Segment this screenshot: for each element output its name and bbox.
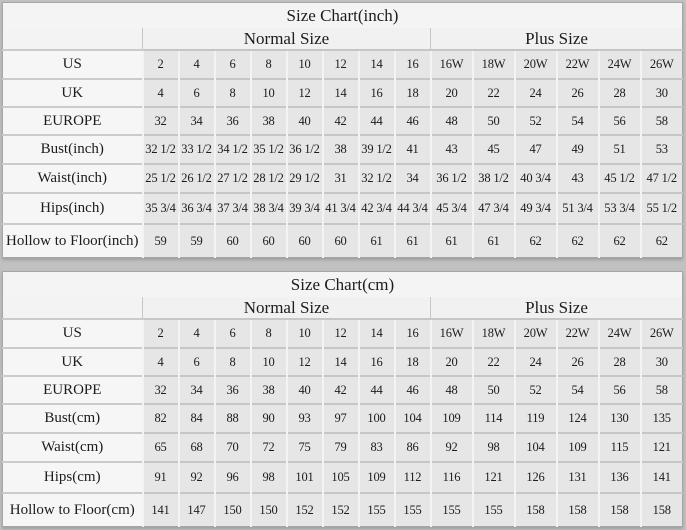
size-cell: 26W <box>641 319 683 348</box>
size-cell: 48 <box>431 107 473 135</box>
size-cell: 109 <box>431 404 473 433</box>
size-cell: 44 3/4 <box>395 193 431 224</box>
table-row <box>3 107 683 135</box>
size-cell: 98 <box>473 433 515 462</box>
size-cell: 14 <box>323 79 359 107</box>
corner-cell <box>3 28 143 50</box>
size-cell: 32 1/2 <box>359 164 395 193</box>
size-cell: 158 <box>515 493 557 527</box>
size-cell: 14 <box>323 348 359 376</box>
size-cell: 40 <box>287 107 323 135</box>
size-cell: 62 <box>557 224 599 258</box>
size-cell: 46 <box>395 376 431 404</box>
size-cell: 60 <box>323 224 359 258</box>
size-cell: 42 <box>323 107 359 135</box>
size-cell: 54 <box>557 376 599 404</box>
size-cell: 32 <box>143 376 179 404</box>
size-cell: 12 <box>323 319 359 348</box>
size-cell: 98 <box>251 462 287 493</box>
size-cell: 22 <box>473 348 515 376</box>
table-row <box>3 135 683 164</box>
size-cell: 60 <box>215 224 251 258</box>
size-cell: 105 <box>323 462 359 493</box>
table-row <box>3 376 683 404</box>
size-cell: 34 <box>179 376 215 404</box>
size-cell: 114 <box>473 404 515 433</box>
table-row <box>3 404 683 433</box>
row-label: Hips(cm) <box>3 462 143 493</box>
row-label: US <box>3 50 143 79</box>
size-cell: 35 3/4 <box>143 193 179 224</box>
row-label: US <box>3 319 143 348</box>
size-cell: 158 <box>557 493 599 527</box>
size-cell: 26 <box>557 79 599 107</box>
size-cell: 28 <box>599 348 641 376</box>
size-cell: 155 <box>431 493 473 527</box>
row-label: EUROPE <box>3 107 143 135</box>
size-cell: 121 <box>641 433 683 462</box>
size-cell: 22W <box>557 50 599 79</box>
size-cell: 47 <box>515 135 557 164</box>
size-cell: 14 <box>359 319 395 348</box>
size-cell: 152 <box>323 493 359 527</box>
size-cell: 96 <box>215 462 251 493</box>
size-cell: 50 <box>473 376 515 404</box>
plus-size-header: Plus Size <box>431 28 683 50</box>
size-cell: 104 <box>515 433 557 462</box>
size-cell: 18 <box>395 79 431 107</box>
size-cell: 115 <box>599 433 641 462</box>
size-cell: 152 <box>287 493 323 527</box>
size-cell: 155 <box>359 493 395 527</box>
size-cell: 18W <box>473 50 515 79</box>
size-cell: 119 <box>515 404 557 433</box>
row-label: Waist(inch) <box>3 164 143 193</box>
size-cell: 104 <box>395 404 431 433</box>
row-label: UK <box>3 348 143 376</box>
size-cell: 10 <box>251 348 287 376</box>
size-cell: 16W <box>431 50 473 79</box>
row-label: EUROPE <box>3 376 143 404</box>
size-cell: 61 <box>359 224 395 258</box>
size-cell: 50 <box>473 107 515 135</box>
size-cell: 32 1/2 <box>143 135 179 164</box>
size-cell: 42 <box>323 376 359 404</box>
row-label: Bust(inch) <box>3 135 143 164</box>
size-chart-cm-table <box>2 271 683 527</box>
size-cell: 51 <box>599 135 641 164</box>
size-cell: 34 1/2 <box>215 135 251 164</box>
size-cell: 130 <box>599 404 641 433</box>
size-cell: 121 <box>473 462 515 493</box>
size-cell: 131 <box>557 462 599 493</box>
size-cell: 92 <box>431 433 473 462</box>
size-cell: 10 <box>251 79 287 107</box>
size-cell: 61 <box>395 224 431 258</box>
size-cell: 12 <box>287 79 323 107</box>
table-row <box>3 493 683 527</box>
size-cell: 4 <box>179 319 215 348</box>
size-cell: 155 <box>395 493 431 527</box>
size-cell: 116 <box>431 462 473 493</box>
size-cell: 4 <box>143 79 179 107</box>
size-cell: 52 <box>515 107 557 135</box>
size-cell: 45 1/2 <box>599 164 641 193</box>
size-cell: 25 1/2 <box>143 164 179 193</box>
size-cell: 8 <box>251 319 287 348</box>
size-cell: 61 <box>473 224 515 258</box>
table-row <box>3 319 683 348</box>
size-cell: 20 <box>431 348 473 376</box>
normal-size-header: Normal Size <box>143 28 431 50</box>
table-title: Size Chart(inch) <box>3 3 683 29</box>
size-cell: 34 <box>395 164 431 193</box>
size-cell: 62 <box>599 224 641 258</box>
size-cell: 84 <box>179 404 215 433</box>
size-cell: 41 3/4 <box>323 193 359 224</box>
size-cell: 61 <box>431 224 473 258</box>
size-cell: 42 3/4 <box>359 193 395 224</box>
size-cell: 8 <box>251 50 287 79</box>
size-cell: 2 <box>143 50 179 79</box>
size-cell: 141 <box>641 462 683 493</box>
size-cell: 36 3/4 <box>179 193 215 224</box>
size-cell: 72 <box>251 433 287 462</box>
size-cell: 59 <box>143 224 179 258</box>
size-cell: 79 <box>323 433 359 462</box>
size-cell: 109 <box>557 433 599 462</box>
size-cell: 112 <box>395 462 431 493</box>
size-cell: 30 <box>641 348 683 376</box>
size-cell: 30 <box>641 79 683 107</box>
size-cell: 49 3/4 <box>515 193 557 224</box>
size-cell: 40 <box>287 376 323 404</box>
size-cell: 56 <box>599 107 641 135</box>
row-label: Hollow to Floor(cm) <box>3 493 143 527</box>
size-cell: 59 <box>179 224 215 258</box>
size-cell: 62 <box>641 224 683 258</box>
size-cell: 33 1/2 <box>179 135 215 164</box>
size-cell: 36 1/2 <box>431 164 473 193</box>
row-label: Bust(cm) <box>3 404 143 433</box>
size-cell: 38 1/2 <box>473 164 515 193</box>
size-cell: 51 3/4 <box>557 193 599 224</box>
size-cell: 37 3/4 <box>215 193 251 224</box>
table-row <box>3 462 683 493</box>
size-cell: 86 <box>395 433 431 462</box>
size-cell: 12 <box>323 50 359 79</box>
size-cell: 47 3/4 <box>473 193 515 224</box>
size-cell: 36 <box>215 376 251 404</box>
size-cell: 36 <box>215 107 251 135</box>
size-cell: 65 <box>143 433 179 462</box>
size-cell: 47 1/2 <box>641 164 683 193</box>
row-label: Hollow to Floor(inch) <box>3 224 143 258</box>
size-cell: 90 <box>251 404 287 433</box>
size-cell: 55 1/2 <box>641 193 683 224</box>
size-cell: 45 3/4 <box>431 193 473 224</box>
size-cell: 150 <box>215 493 251 527</box>
size-cell: 45 <box>473 135 515 164</box>
normal-size-header: Normal Size <box>143 297 431 319</box>
size-cell: 10 <box>287 319 323 348</box>
size-cell: 6 <box>215 319 251 348</box>
row-label: UK <box>3 79 143 107</box>
size-cell: 158 <box>599 493 641 527</box>
size-cell: 82 <box>143 404 179 433</box>
table-row <box>3 50 683 79</box>
size-cell: 147 <box>179 493 215 527</box>
size-cell: 8 <box>215 79 251 107</box>
size-cell: 14 <box>359 50 395 79</box>
size-cell: 34 <box>179 107 215 135</box>
size-cell: 22W <box>557 319 599 348</box>
size-cell: 24W <box>599 50 641 79</box>
size-cell: 38 3/4 <box>251 193 287 224</box>
size-cell: 44 <box>359 376 395 404</box>
size-cell: 43 <box>431 135 473 164</box>
size-cell: 38 <box>251 376 287 404</box>
size-cell: 41 <box>395 135 431 164</box>
table-row <box>3 79 683 107</box>
size-cell: 20 <box>431 79 473 107</box>
size-cell: 10 <box>287 50 323 79</box>
size-cell: 100 <box>359 404 395 433</box>
size-cell: 6 <box>179 348 215 376</box>
size-cell: 39 1/2 <box>359 135 395 164</box>
size-cell: 43 <box>557 164 599 193</box>
corner-cell <box>3 297 143 319</box>
size-cell: 28 <box>599 79 641 107</box>
size-cell: 92 <box>179 462 215 493</box>
size-cell: 44 <box>359 107 395 135</box>
size-cell: 35 1/2 <box>251 135 287 164</box>
size-cell: 20W <box>515 319 557 348</box>
size-cell: 58 <box>641 376 683 404</box>
size-cell: 52 <box>515 376 557 404</box>
table-row <box>3 164 683 193</box>
size-cell: 18 <box>395 348 431 376</box>
size-cell: 6 <box>215 50 251 79</box>
size-cell: 16 <box>395 50 431 79</box>
size-cell: 24 <box>515 348 557 376</box>
size-cell: 155 <box>473 493 515 527</box>
size-cell: 26 1/2 <box>179 164 215 193</box>
table-row <box>3 433 683 462</box>
size-cell: 8 <box>215 348 251 376</box>
size-cell: 124 <box>557 404 599 433</box>
size-cell: 135 <box>641 404 683 433</box>
size-cell: 48 <box>431 376 473 404</box>
size-cell: 32 <box>143 107 179 135</box>
row-label: Hips(inch) <box>3 193 143 224</box>
size-cell: 2 <box>143 319 179 348</box>
size-chart-inch-table <box>2 2 683 258</box>
size-cell: 36 1/2 <box>287 135 323 164</box>
size-cell: 16 <box>395 319 431 348</box>
size-cell: 28 1/2 <box>251 164 287 193</box>
size-cell: 109 <box>359 462 395 493</box>
size-cell: 158 <box>641 493 683 527</box>
size-cell: 56 <box>599 376 641 404</box>
row-label: Waist(cm) <box>3 433 143 462</box>
size-cell: 58 <box>641 107 683 135</box>
size-cell: 60 <box>287 224 323 258</box>
size-cell: 68 <box>179 433 215 462</box>
size-cell: 53 <box>641 135 683 164</box>
table-row <box>3 193 683 224</box>
size-cell: 97 <box>323 404 359 433</box>
size-cell: 40 3/4 <box>515 164 557 193</box>
size-cell: 24 <box>515 79 557 107</box>
size-cell: 62 <box>515 224 557 258</box>
size-cell: 20W <box>515 50 557 79</box>
size-cell: 136 <box>599 462 641 493</box>
size-cell: 12 <box>287 348 323 376</box>
plus-size-header: Plus Size <box>431 297 683 319</box>
size-cell: 24W <box>599 319 641 348</box>
size-cell: 54 <box>557 107 599 135</box>
size-cell: 150 <box>251 493 287 527</box>
size-cell: 6 <box>179 79 215 107</box>
size-cell: 4 <box>143 348 179 376</box>
size-cell: 39 3/4 <box>287 193 323 224</box>
size-cell: 60 <box>251 224 287 258</box>
size-cell: 83 <box>359 433 395 462</box>
size-cell: 38 <box>251 107 287 135</box>
size-cell: 16W <box>431 319 473 348</box>
size-cell: 91 <box>143 462 179 493</box>
size-cell: 26W <box>641 50 683 79</box>
size-cell: 29 1/2 <box>287 164 323 193</box>
table-title: Size Chart(cm) <box>3 272 683 298</box>
size-cell: 126 <box>515 462 557 493</box>
size-cell: 46 <box>395 107 431 135</box>
size-cell: 16 <box>359 79 395 107</box>
size-cell: 26 <box>557 348 599 376</box>
size-cell: 88 <box>215 404 251 433</box>
size-cell: 141 <box>143 493 179 527</box>
size-cell: 93 <box>287 404 323 433</box>
size-cell: 22 <box>473 79 515 107</box>
table-row <box>3 224 683 258</box>
size-cell: 31 <box>323 164 359 193</box>
size-cell: 49 <box>557 135 599 164</box>
size-cell: 16 <box>359 348 395 376</box>
size-cell: 101 <box>287 462 323 493</box>
size-cell: 18W <box>473 319 515 348</box>
size-cell: 75 <box>287 433 323 462</box>
table-row <box>3 348 683 376</box>
size-cell: 53 3/4 <box>599 193 641 224</box>
size-cell: 38 <box>323 135 359 164</box>
size-cell: 27 1/2 <box>215 164 251 193</box>
size-cell: 4 <box>179 50 215 79</box>
size-cell: 70 <box>215 433 251 462</box>
